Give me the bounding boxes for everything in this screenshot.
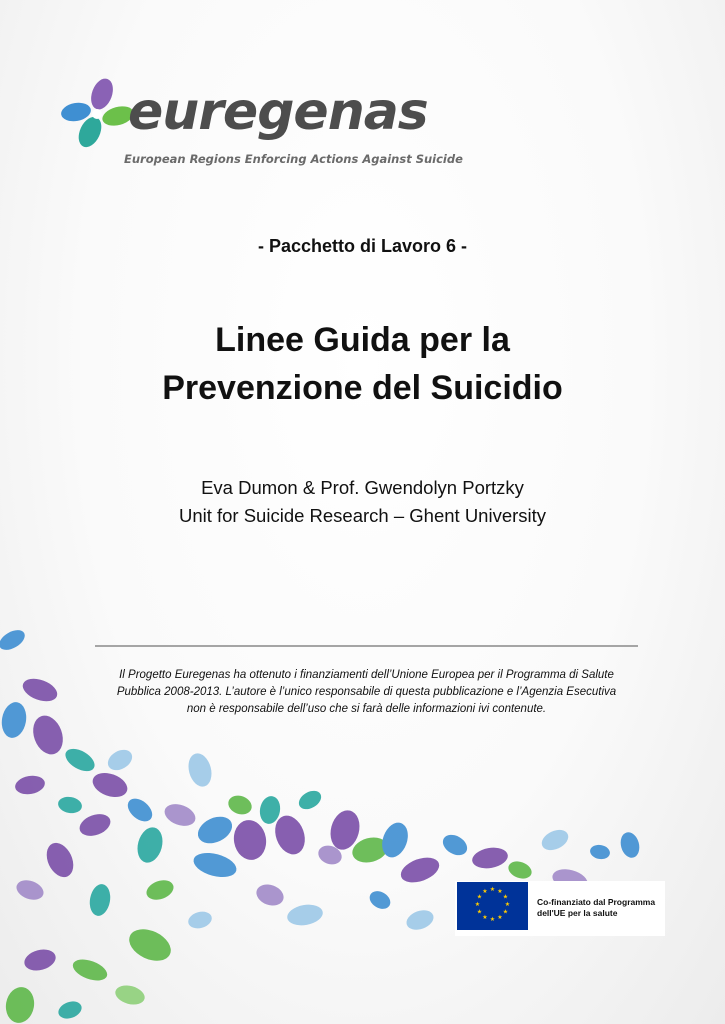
disclaimer-line-1: Il Progetto Euregenas ha ottenuto i finanziamenti dell’Unione Europea per il Programma di Salute [119, 669, 614, 681]
disclaimer-line-3: non è responsabile dell’uso che si farà delle informazioni ivi contenute. [186, 703, 547, 715]
disclaimer-line-2: Pubblica 2008-2013. L’autore è l’unico responsabile di questa pubblicazione e l’Agenzia Esecutiva [116, 686, 617, 698]
svg-text:★: ★ [497, 914, 503, 921]
svg-text:★: ★ [474, 901, 481, 908]
svg-text:★: ★ [482, 914, 488, 921]
logo-tagline: European Regions Enforcing Actions Against Suicide [124, 152, 463, 166]
svg-text:★: ★ [476, 908, 483, 916]
eu-flag-icon [457, 882, 528, 930]
document-title [0, 316, 725, 412]
svg-text:★: ★ [504, 901, 511, 908]
affiliation: Unit for Suicide Research – Ghent University [178, 505, 547, 526]
svg-text:★: ★ [476, 893, 483, 901]
work-package-label: - Pacchetto di Lavoro 6 - [257, 236, 468, 256]
eu-funding-line-2: dell'UE per la salute [537, 908, 618, 918]
eu-funding-line-1: Co-finanziato dal Programma [537, 897, 656, 907]
svg-text:★: ★ [482, 888, 488, 895]
title-line-2: Prevenzione del Suicidio [162, 369, 563, 407]
authors-block [0, 474, 725, 530]
authors: Eva Dumon & Prof. Gwendolyn Portzky [201, 477, 524, 498]
title-line-1: Linee Guida per la [215, 321, 510, 359]
svg-text:★: ★ [489, 916, 496, 923]
eu-funding-text [537, 897, 662, 919]
svg-text:★: ★ [489, 886, 496, 893]
decorative-leaves [0, 600, 725, 1024]
svg-text:★: ★ [502, 893, 509, 901]
svg-text:★: ★ [497, 888, 503, 895]
euregenas-flower-icon [60, 78, 134, 152]
euregenas-logo [60, 78, 463, 173]
svg-text:★: ★ [502, 908, 509, 916]
eu-funding-badge [455, 881, 665, 936]
logo-wordmark: euregenas [128, 82, 428, 142]
